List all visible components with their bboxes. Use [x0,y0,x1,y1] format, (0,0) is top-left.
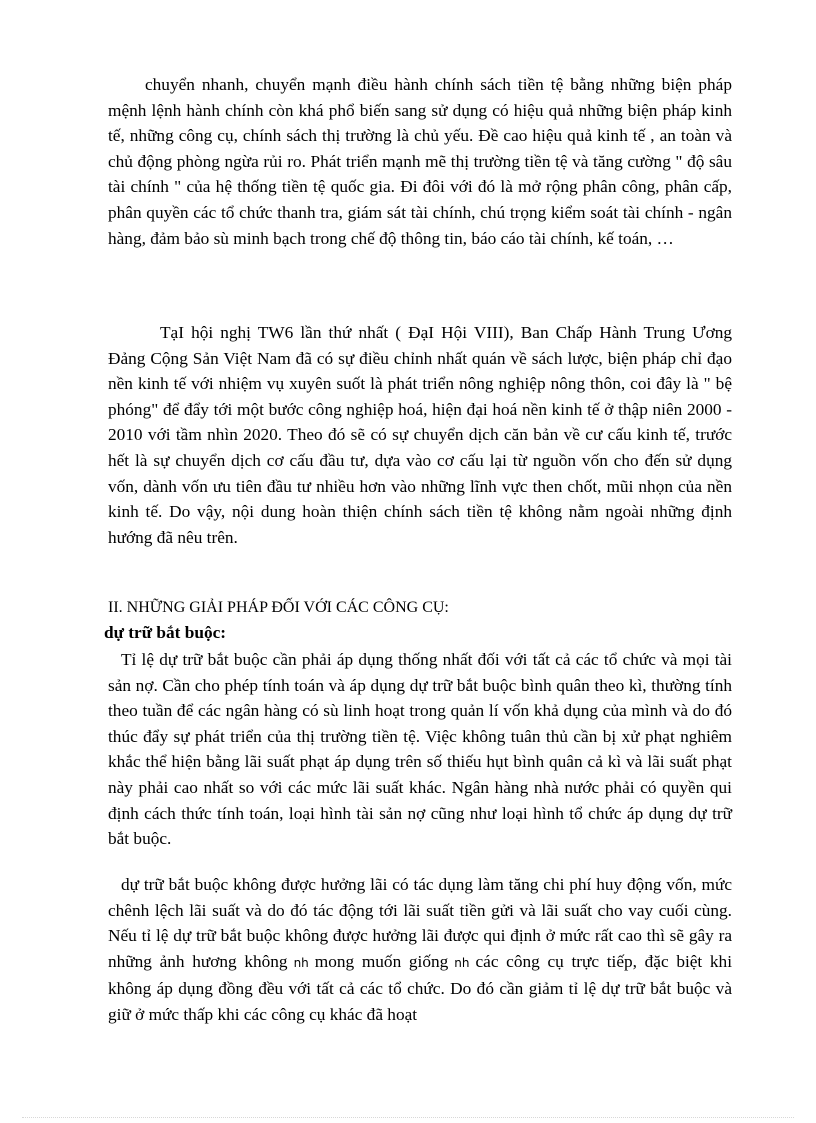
paragraph-monetary-policy-reform: chuyển nhanh, chuyển mạnh điều hành chính sách tiền tệ bằng những biện pháp mệnh lệnh hành chính còn khá phổ biến sang sử dụng có hiệu quả những biện pháp kinh tế, những công cụ, chính sách thị trường là chủ yếu. Đề cao hiệu quả kinh tế , an toàn và chủ động phòng ngừa rủi ro. Phát triển mạnh mẽ thị trường tiền tệ và tăng cường " độ sâu tài chính " của hệ thống tiền tệ quốc gia. Đi đôi với đó là mở rộng phân công, phân cấp, phân quyền các tổ chức thanh tra, giám sát tài chính, chú trọng kiểm soát tài chính - ngân hàng, đảm bảo sù minh bạch trong chế độ thông tin, báo cáo tài chính, kế toán, … [108,75,732,248]
paragraph-reserve-interest [108,872,732,1028]
p4-text-a: dự trữ bắt buộc không được hưởng lãi có tác dụng làm tăng chi phí huy động vốn, mức chênh lệch lãi suất và do đó tác động tới lãi suất tiền gửi và lãi suất cho vay cuối cùng. Nếu tỉ lệ dự trữ bắt buộc không được hưởng lãi được qui định ở mức rất cao thì sẽ gây ra những ảnh hương không [108,875,732,971]
subsection-heading: dự trữ bắt buộc: [104,623,227,642]
inline-glyph-nh: nh [454,955,470,970]
paragraph-tw6-conference: TạI hội nghị TW6 lần thứ nhất ( ĐạI Hội VIII), Ban Chấp Hành Trung Ương Đảng Cộng Sản Việt Nam đã có sự điều chỉnh nhất quán về sách lược, biện pháp chỉ đạo nền kinh tế với nhiệm vụ xuyên suốt là phát triển nông nghiệp nông thôn, coi đây là " bệ phóng" để đẩy tới một bước công nghiệp hoá, hiện đại hoá nền kinh tế ở thập niên 2000 - 2010 với tầm nhìn 2020. Theo đó sẽ có sự chuyển dịch căn bản về cư cấu kinh tế, trước hết là sự chuyển dịch cơ cấu đầu tư, dựa vào cơ cấu lại từ nguồn vốn cho đến sử dụng vốn, dành vốn ưu tiên đầu tư nhiều hơn vào những lĩnh vực then chốt, mũi nhọn của nền kinh tế. Do vậy, nội dung hoàn thiện chính sách tiền tệ không nằm ngoài những định hướng đã nêu trên. [108,323,732,547]
p4-text-b: mong muốn giống [314,951,449,971]
inline-glyph-nh: nh [293,955,309,970]
p4-text-c: các công cụ trực tiếp, đặc biệt khi không áp dụng đồng đều với tất cả các tổ chức. Do đó cần giảm tỉ lệ dự trữ bắt buộc và giữ ở mức thấp khi các công cụ khác đã hoạt [108,951,732,1024]
paragraph-reserve-requirement: Tỉ lệ dự trữ bắt buộc cần phải áp dụng thống nhất đối với tất cả các tổ chức và mọi tài sản nợ. Cần cho phép tính toán và áp dụng dự trữ bắt buộc bình quân theo kì, thường tính theo tuần để các ngân hàng có sù linh hoạt trong quản lí vốn khả dụng của mình và do đó thúc đẩy sự phát triển của thị trường tiền tệ. Việc không tuân thủ cần bị xử phạt nghiêm khắc thể hiện bằng lãi suất phạt áp dụng trên số thiếu hụt bình quân cả kì và lãi suất phạt này phải cao nhất so với các mức lãi suất khác. Ngân hàng nhà nước phải có quyền qui định cách thức tính toán, loại hình tài sản nợ cũng như loại hình tổ chức áp dụng dự trữ bắt buộc. [108,650,732,849]
page-bottom-border [22,1117,794,1118]
section-heading: II. NHỮNG GIẢI PHÁP ĐỐI VỚI CÁC CÔNG CỤ: [108,599,449,616]
